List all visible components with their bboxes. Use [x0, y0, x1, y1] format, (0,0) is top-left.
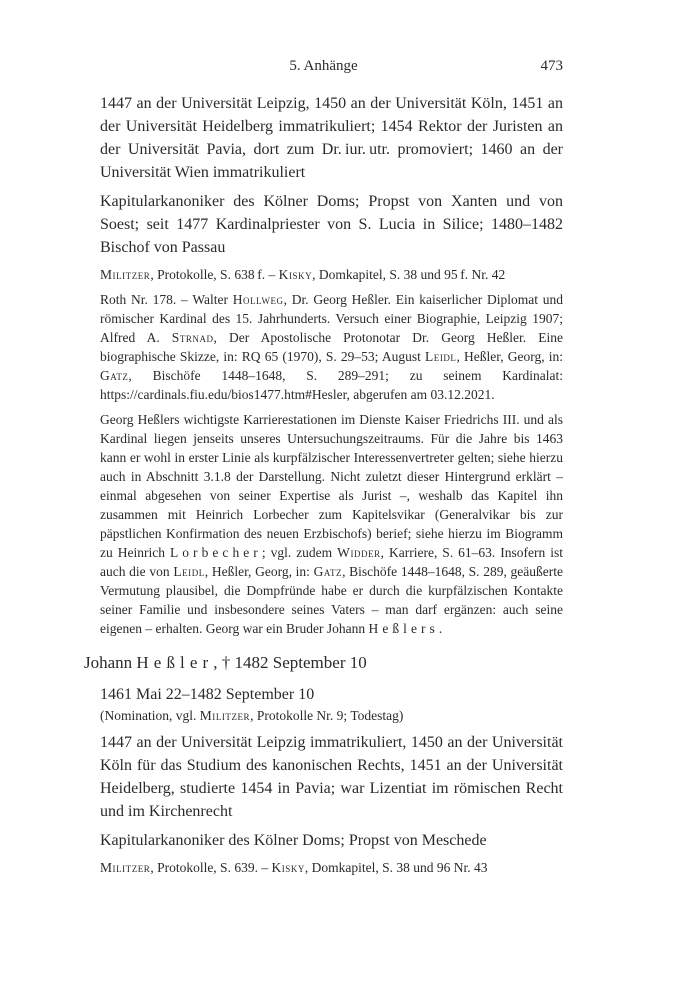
johann-hessler-sources-line [100, 858, 563, 877]
text-run: ; vgl. zudem [261, 545, 338, 560]
text-run: Lorbecher [169, 545, 262, 560]
georg-hessler-commentary-paragraph [100, 410, 563, 638]
georg-hessler-universities-paragraph [100, 92, 563, 184]
text-run: , Heßler, Georg, in: [456, 349, 563, 364]
running-title: 5. Anhänge [289, 58, 358, 74]
johann-hessler-tenure-line [100, 683, 563, 706]
text-run: Kisky [271, 860, 305, 875]
georg-hessler-offices-paragraph [100, 190, 563, 259]
text-run: 1461 Mai 22–1482 September 10 [100, 686, 315, 703]
text-run: Johann [84, 653, 137, 672]
georg-hessler-sources-line [100, 265, 563, 284]
text-run: Kapitularkanoniker des Kölner Doms; Propst von Meschede [100, 832, 487, 849]
text-run: Widder [337, 545, 381, 560]
text-run: 1447 an der Universität Leipzig immatrikuliert, 1450 an der Universität Köln für das Studium des kanonischen Rechts, 1451 an der Universität Heidelberg, studierte 1454 in Pavia; war Lizentiat im römischen Recht und im Kirchenrecht [100, 734, 563, 820]
text-run: , Heßler, Georg, in: [204, 564, 314, 579]
text-run: , Protokolle Nr. 9; Todestag) [250, 708, 404, 723]
johann-hessler-biogram-heading [84, 651, 563, 675]
page-body [84, 92, 563, 877]
georg-hessler-literature-paragraph [100, 290, 563, 404]
text-run: , Domkapitel, S. 38 und 96 Nr. 43 [304, 860, 488, 875]
johann-hessler-nomination-note [100, 706, 563, 725]
text-run: 1447 an der Universität Leipzig, 1450 an der Universität Köln, 1451 an der Universität Heidelberg immatrikuliert; 1454 Rektor der Juristen an der Universität Pavia, dort zum Dr. iur. utr. promoviert; 1460 an der Universität Wien immatrikuliert [100, 95, 563, 181]
text-run: Militzer [100, 267, 151, 282]
text-run: Heßlers [368, 621, 439, 636]
text-run: Strnad [171, 330, 214, 345]
text-run: Gatz [100, 368, 129, 383]
text-run: , Protokolle, S. 638 f. – [150, 267, 279, 282]
text-run: , Domkapitel, S. 38 und 95 f. Nr. 42 [312, 267, 506, 282]
text-run: Gatz [313, 564, 343, 579]
text-run: Leidl [173, 564, 205, 579]
text-run: Kisky [278, 267, 313, 282]
text-run: , Bischöfe 1448–1648, S. 289–291; zu seinem Kardinalat: https://cardinals.fiu.edu/bios1477.htm#Hesler, abgerufen am 03.12.2021. [100, 368, 563, 402]
johann-hessler-offices-paragraph [100, 829, 563, 852]
text-run: Leidl [425, 349, 457, 364]
text-run: Hollweg [232, 292, 284, 307]
text-run: , Dr. Georg Heßler. Ein kaiserlicher Diplomat und römischer Kardinal des 15. Jahrhunderts. Versuch einer Biographie, Leipzig 1907; Alfred A. [100, 292, 564, 345]
text-run: Georg Heßlers wichtigste Karrierestationen im Dienste Kaiser Friedrichs III. und als Kardinal liegen jenseits unseres Untersuchungszeitraums. Für die Jahre bis 1463 kann er wohl in erster Linie als kurpfälzischer Interessenvertreter gelten; siehe hierzu auch in Abschnitt 3.1.8 der Darstellung. Nicht zuletzt dieser Hintergrund erklärt – einmal abgesehen von seiner Expertise als Jurist –, weshalb das Kapitel ihn zusammen mit Heinrich Lorbecher zum Kapitelsvikar (Generalvikar bis zur päpstlichen Konfirmation des neuen Erzbischofs) berief; siehe hierzu im Biogramm zu Heinrich [100, 412, 563, 560]
text-run: , Bischöfe 1448–1648, S. 289, geäußerte Vermutung plausibel, die Dompfründe habe er durch die kurpfälzischen Kontakte seiner Familie und insbesondere seines Vaters – man darf ergänzen: auch seine eigenen – erhalten. Georg war ein Bruder Johann [100, 564, 564, 636]
text-run: , Der Apostolische Protonotar Dr. Georg Heßler. Eine biographische Skizze, in: RQ 65 (1970), S. 29–53; August [100, 330, 563, 364]
text-run: , Protokolle, S. 639. – [150, 860, 272, 875]
page-header [84, 56, 563, 76]
text-run: . [438, 621, 443, 636]
text-run: Kapitularkanoniker des Kölner Doms; Propst von Xanten und von Soest; seit 1477 Kardinalpriester von S. Lucia in Silice; 1480–1482 Bischof von Passau [100, 193, 563, 256]
text-run: , † 1482 September 10 [213, 653, 367, 672]
page-number: 473 [540, 58, 563, 74]
johann-hessler-universities-paragraph [100, 731, 563, 823]
text-run: (Nomination, vgl. [100, 708, 200, 723]
text-run: Militzer [100, 860, 151, 875]
text-run: , Karriere, S. 61–63. Insofern ist auch die von [100, 545, 563, 579]
text-run: Roth Nr. 178. – Walter [100, 292, 233, 307]
text-run: Militzer [199, 708, 251, 723]
text-run: Heßler [136, 653, 214, 672]
